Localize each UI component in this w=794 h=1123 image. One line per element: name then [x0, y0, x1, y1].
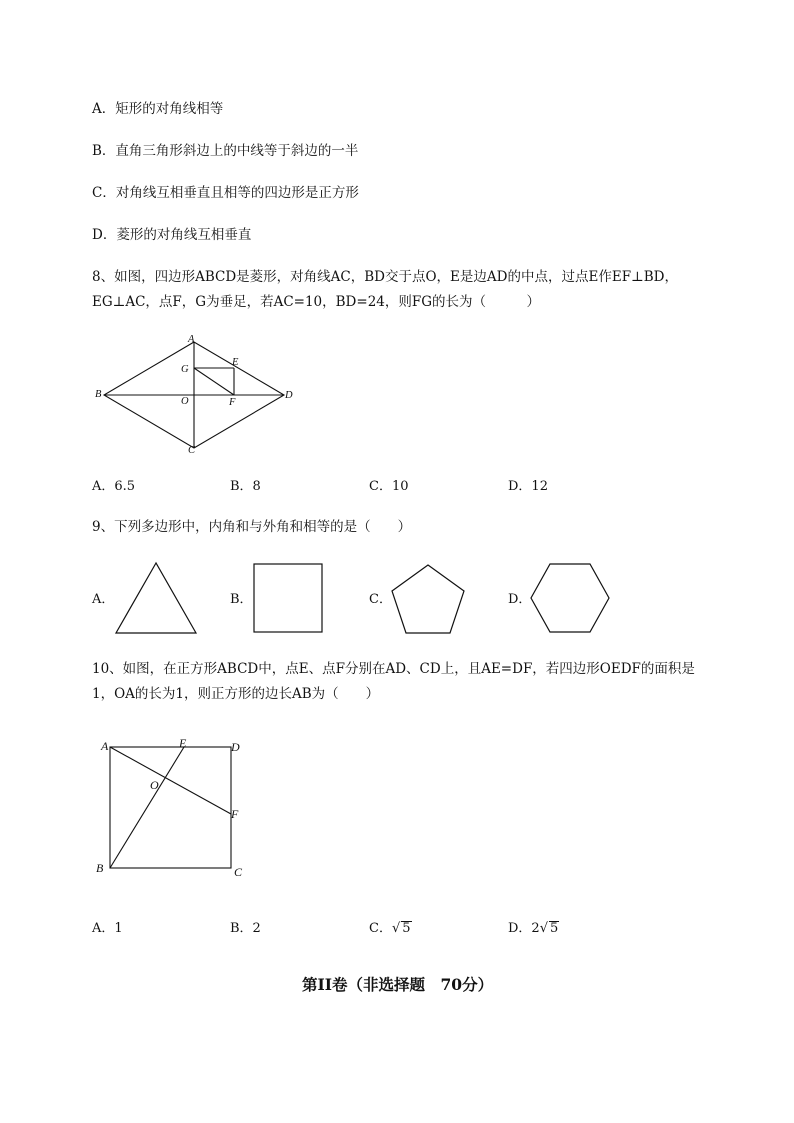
q8-label-o: O — [181, 396, 189, 407]
pentagon-icon — [392, 565, 464, 633]
q8-option-d[interactable]: D．12 — [508, 479, 548, 494]
q8-rhombus-figure — [90, 332, 310, 462]
q10-option-c-radicand: 5 — [402, 921, 411, 936]
q10-option-d-radicand: 5 — [550, 921, 559, 936]
prev-option-a: A．矩形的对角线相等 — [92, 101, 224, 117]
q10-text-line1: 10、如图，在正方形ABCD中，点E、点F分别在AD、CD上，且AE=DF，若四边形OEDF的面积是 — [92, 661, 695, 677]
q10-option-c-prefix: C． — [369, 921, 392, 936]
q8-label-b: B — [95, 389, 102, 400]
prev-option-c: C．对角线互相垂直且相等的四边形是正方形 — [92, 185, 359, 201]
segment-be — [110, 747, 184, 868]
q10-option-a[interactable]: A．1 — [92, 921, 123, 936]
q8-label-c: C — [188, 445, 196, 456]
q9-option-b-label[interactable]: B． — [230, 592, 253, 607]
q9-option-d-label[interactable]: D． — [508, 592, 532, 607]
q8-label-a: A — [188, 334, 195, 345]
q9-text: 9、下列多边形中，内角和与外角和相等的是（ ） — [92, 519, 412, 535]
sqrt-icon: √ — [391, 921, 401, 936]
triangle-icon — [116, 563, 196, 633]
q8-text-line1: 8、如图，四边形ABCD是菱形，对角线AC，BD交于点O，E是边AD的中点，过点E作EF⊥BD， — [92, 269, 678, 285]
square-abcd — [110, 747, 231, 868]
q10-label-d: D — [231, 740, 240, 754]
q8-option-a[interactable]: A．6.5 — [92, 479, 136, 494]
prev-option-b: B．直角三角形斜边上的中线等于斜边的一半 — [92, 143, 359, 159]
q8-label-d: D — [285, 390, 293, 401]
segment-af — [110, 747, 231, 814]
q10-label-o: O — [150, 778, 159, 792]
q10-label-c: C — [234, 865, 243, 879]
q8-label-f: F — [229, 397, 236, 408]
q10-text-line2: 1，OA的长为1，则正方形的边长AB为（ ） — [92, 686, 380, 702]
prev-option-d: D．菱形的对角线互相垂直 — [92, 227, 252, 243]
q10-option-c[interactable] — [369, 920, 412, 938]
hexagon-icon — [531, 564, 609, 632]
q8-option-b[interactable]: B．8 — [230, 479, 261, 494]
q10-label-b: B — [96, 861, 104, 875]
sqrt-icon: √ — [539, 921, 548, 936]
q10-option-b[interactable]: B．2 — [230, 921, 261, 936]
q9-square-shape[interactable] — [252, 562, 324, 634]
q9-hexagon-shape[interactable] — [529, 562, 611, 634]
section-title: 第II卷（非选择题 70分） — [302, 975, 494, 994]
q10-label-f: F — [231, 807, 239, 821]
q9-pentagon-shape[interactable] — [389, 562, 467, 636]
q9-option-a-label[interactable]: A． — [92, 592, 115, 607]
segment-fg — [194, 368, 234, 395]
q8-option-c[interactable]: C．10 — [369, 479, 409, 494]
q10-label-a: A — [101, 739, 109, 753]
q8-text-line2: EG⊥AC，点F，G为垂足，若AC=10，BD=24，则FG的长为（ ） — [92, 294, 541, 310]
q9-triangle-shape[interactable] — [113, 560, 199, 636]
q10-label-e: E — [179, 736, 187, 750]
q8-label-g: G — [181, 364, 189, 375]
q10-option-d-prefix: D．2 — [508, 921, 540, 936]
q9-option-c-label[interactable]: C． — [369, 592, 392, 607]
q10-option-d[interactable] — [508, 920, 559, 938]
q10-square-figure — [100, 740, 240, 875]
square-icon — [254, 564, 322, 632]
q8-label-e: E — [232, 357, 239, 368]
